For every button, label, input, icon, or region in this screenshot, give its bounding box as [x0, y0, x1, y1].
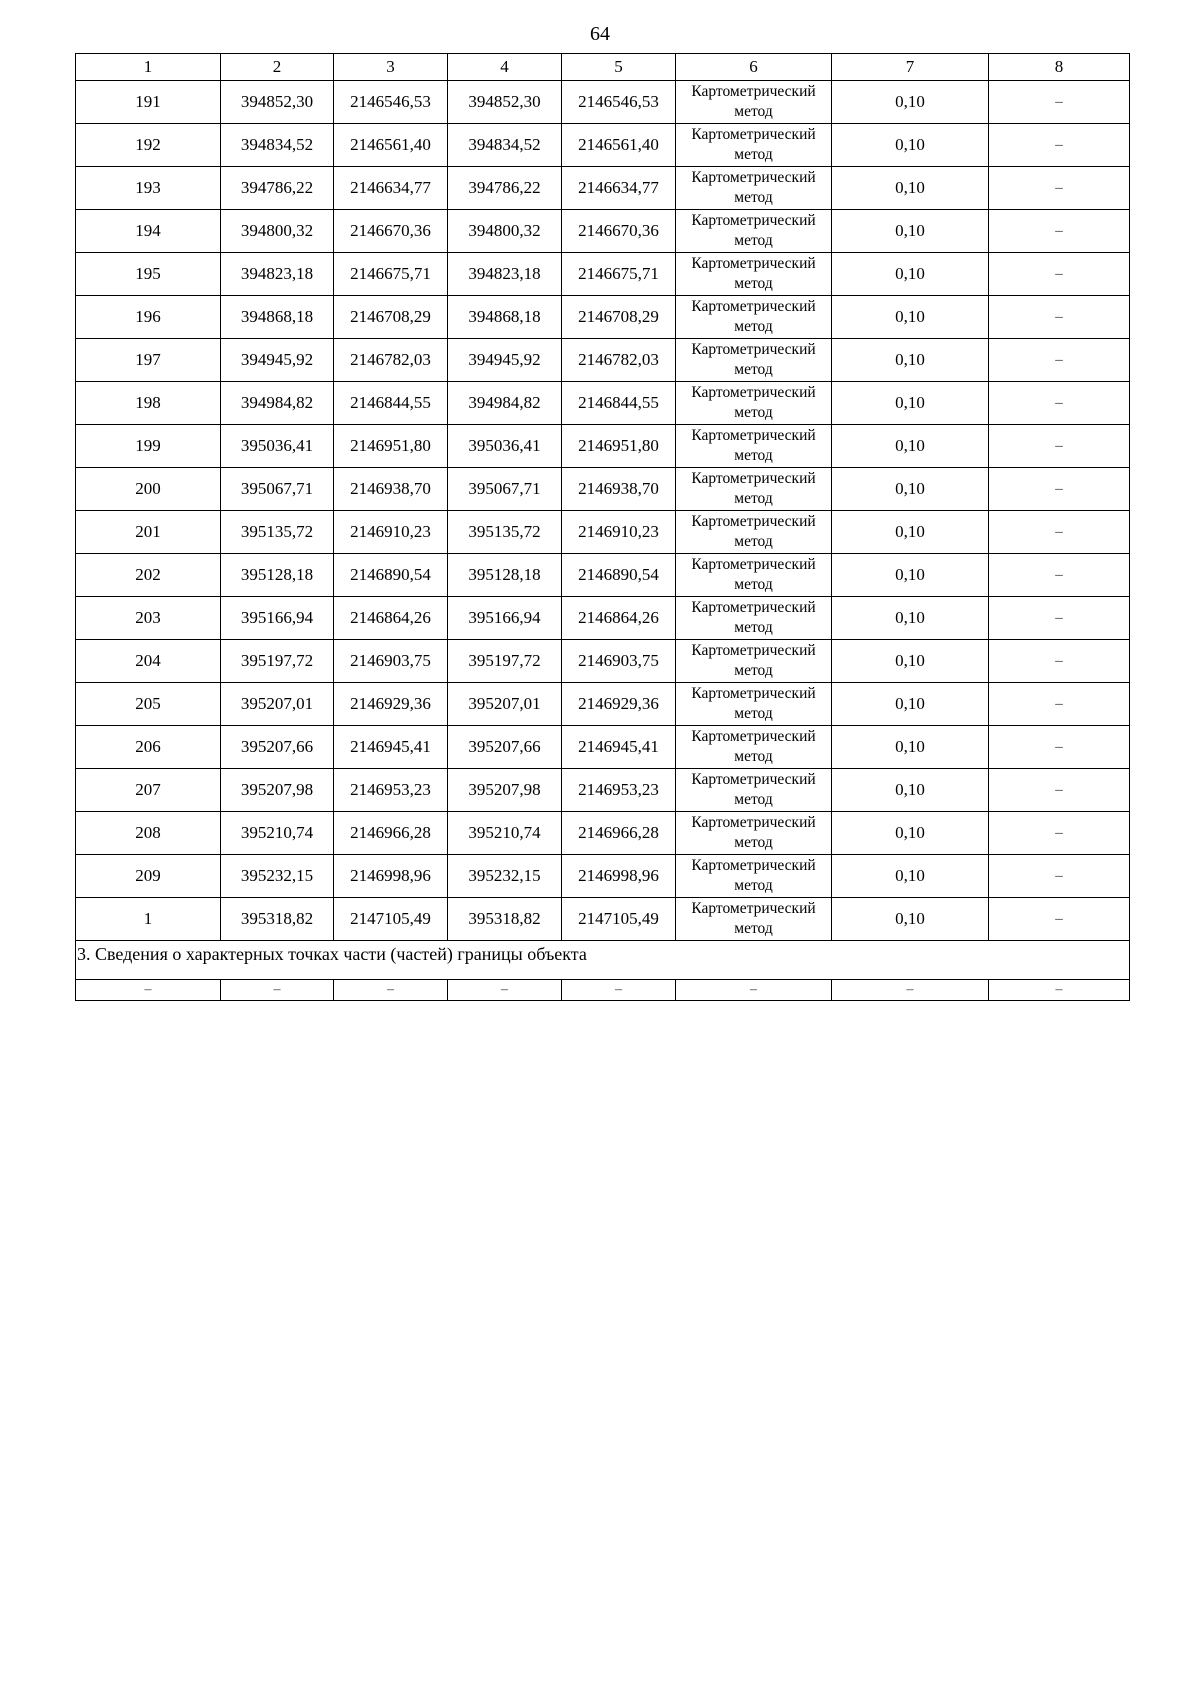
table-row — [76, 124, 1130, 167]
x-coordinate-cell: 395207,01 — [221, 683, 334, 726]
accuracy-cell: 0,10 — [832, 210, 989, 253]
method-line: Картометрический — [691, 427, 816, 444]
y-coordinate-new-cell: 2146953,23 — [562, 769, 676, 812]
method-line: Картометрический — [691, 556, 816, 573]
column-header: 3 — [334, 54, 448, 81]
method-line: Картометрический — [691, 255, 816, 272]
point-number-cell: 196 — [76, 296, 221, 339]
x-coordinate-cell: 394834,52 — [221, 124, 334, 167]
x-coordinate-cell: 395036,41 — [221, 425, 334, 468]
column-header: 1 — [76, 54, 221, 81]
y-coordinate-new-cell: 2146966,28 — [562, 812, 676, 855]
empty-cell: – — [448, 980, 562, 1001]
method-line: Картометрический — [691, 298, 816, 315]
description-cell: – — [989, 425, 1130, 468]
method-cell — [676, 597, 832, 640]
x-coordinate-new-cell: 395166,94 — [448, 597, 562, 640]
y-coordinate-new-cell: 2147105,49 — [562, 898, 676, 941]
point-number-cell: 193 — [76, 167, 221, 210]
method-cell — [676, 253, 832, 296]
method-line: метод — [734, 146, 773, 163]
method-line: метод — [734, 103, 773, 120]
y-coordinate-cell: 2146670,36 — [334, 210, 448, 253]
table-row — [76, 81, 1130, 124]
table-row — [76, 554, 1130, 597]
accuracy-cell: 0,10 — [832, 296, 989, 339]
point-number-cell: 192 — [76, 124, 221, 167]
method-line: Картометрический — [691, 212, 816, 229]
method-cell — [676, 210, 832, 253]
empty-cell: – — [76, 980, 221, 1001]
x-coordinate-cell: 394984,82 — [221, 382, 334, 425]
y-coordinate-cell: 2146844,55 — [334, 382, 448, 425]
method-line: Картометрический — [691, 169, 816, 186]
description-cell: – — [989, 382, 1130, 425]
y-coordinate-new-cell: 2146670,36 — [562, 210, 676, 253]
table-row — [76, 597, 1130, 640]
description-cell: – — [989, 210, 1130, 253]
x-coordinate-new-cell: 395207,98 — [448, 769, 562, 812]
description-cell: – — [989, 124, 1130, 167]
page-number: 64 — [590, 23, 610, 45]
x-coordinate-cell: 394786,22 — [221, 167, 334, 210]
accuracy-cell: 0,10 — [832, 597, 989, 640]
table-header-row — [76, 54, 1130, 81]
method-line: Картометрический — [691, 83, 816, 100]
table-row — [76, 425, 1130, 468]
table-row — [76, 683, 1130, 726]
point-number-cell: 207 — [76, 769, 221, 812]
method-line: метод — [734, 361, 773, 378]
x-coordinate-new-cell: 394945,92 — [448, 339, 562, 382]
point-number-cell: 200 — [76, 468, 221, 511]
method-cell — [676, 511, 832, 554]
empty-cell: – — [989, 980, 1130, 1001]
method-line: метод — [734, 619, 773, 636]
point-number-cell: 197 — [76, 339, 221, 382]
point-number-cell: 201 — [76, 511, 221, 554]
description-cell: – — [989, 167, 1130, 210]
x-coordinate-new-cell: 394800,32 — [448, 210, 562, 253]
description-cell: – — [989, 769, 1130, 812]
table-row — [76, 253, 1130, 296]
x-coordinate-cell: 394852,30 — [221, 81, 334, 124]
y-coordinate-new-cell: 2146546,53 — [562, 81, 676, 124]
method-line: Картометрический — [691, 642, 816, 659]
description-cell: – — [989, 339, 1130, 382]
section-title: 3. Сведения о характерных точках части (частей) границы объекта — [76, 941, 1130, 980]
x-coordinate-new-cell: 395197,72 — [448, 640, 562, 683]
table-row — [76, 726, 1130, 769]
table-row — [76, 640, 1130, 683]
y-coordinate-new-cell: 2146675,71 — [562, 253, 676, 296]
accuracy-cell: 0,10 — [832, 253, 989, 296]
method-cell — [676, 124, 832, 167]
point-number-cell: 199 — [76, 425, 221, 468]
method-cell — [676, 167, 832, 210]
column-header: 8 — [989, 54, 1130, 81]
point-number-cell: 209 — [76, 855, 221, 898]
point-number-cell: 204 — [76, 640, 221, 683]
empty-cell: – — [334, 980, 448, 1001]
x-coordinate-new-cell: 395036,41 — [448, 425, 562, 468]
method-line: Картометрический — [691, 599, 816, 616]
empty-cell: – — [221, 980, 334, 1001]
y-coordinate-cell: 2146782,03 — [334, 339, 448, 382]
accuracy-cell: 0,10 — [832, 167, 989, 210]
x-coordinate-new-cell: 394786,22 — [448, 167, 562, 210]
coordinates-table — [75, 53, 1130, 1001]
method-line: метод — [734, 920, 773, 937]
accuracy-cell: 0,10 — [832, 812, 989, 855]
accuracy-cell: 0,10 — [832, 382, 989, 425]
method-cell — [676, 468, 832, 511]
method-line: метод — [734, 275, 773, 292]
x-coordinate-cell: 395197,72 — [221, 640, 334, 683]
point-number-cell: 202 — [76, 554, 221, 597]
method-line: Картометрический — [691, 857, 816, 874]
y-coordinate-new-cell: 2146929,36 — [562, 683, 676, 726]
x-coordinate-new-cell: 394852,30 — [448, 81, 562, 124]
y-coordinate-cell: 2146998,96 — [334, 855, 448, 898]
y-coordinate-new-cell: 2146782,03 — [562, 339, 676, 382]
accuracy-cell: 0,10 — [832, 640, 989, 683]
x-coordinate-new-cell: 395207,66 — [448, 726, 562, 769]
x-coordinate-new-cell: 395318,82 — [448, 898, 562, 941]
description-cell: – — [989, 640, 1130, 683]
method-line: Картометрический — [691, 771, 816, 788]
accuracy-cell: 0,10 — [832, 554, 989, 597]
method-line: метод — [734, 232, 773, 249]
column-header: 7 — [832, 54, 989, 81]
method-cell — [676, 425, 832, 468]
accuracy-cell: 0,10 — [832, 425, 989, 468]
x-coordinate-cell: 395210,74 — [221, 812, 334, 855]
x-coordinate-new-cell: 395232,15 — [448, 855, 562, 898]
description-cell: – — [989, 468, 1130, 511]
description-cell: – — [989, 296, 1130, 339]
y-coordinate-cell: 2146953,23 — [334, 769, 448, 812]
table-row — [76, 296, 1130, 339]
description-cell: – — [989, 511, 1130, 554]
method-line: метод — [734, 705, 773, 722]
method-line: метод — [734, 447, 773, 464]
table-row — [76, 210, 1130, 253]
table-row — [76, 812, 1130, 855]
y-coordinate-new-cell: 2146561,40 — [562, 124, 676, 167]
empty-row — [76, 980, 1130, 1001]
x-coordinate-cell: 394800,32 — [221, 210, 334, 253]
table-row — [76, 167, 1130, 210]
x-coordinate-cell: 395135,72 — [221, 511, 334, 554]
method-cell — [676, 81, 832, 124]
method-line: метод — [734, 791, 773, 808]
description-cell: – — [989, 898, 1130, 941]
accuracy-cell: 0,10 — [832, 683, 989, 726]
method-line: Картометрический — [691, 384, 816, 401]
method-line: Картометрический — [691, 814, 816, 831]
table-row — [76, 382, 1130, 425]
point-number-cell: 206 — [76, 726, 221, 769]
description-cell: – — [989, 812, 1130, 855]
empty-cell: – — [832, 980, 989, 1001]
x-coordinate-cell: 395207,66 — [221, 726, 334, 769]
method-cell — [676, 726, 832, 769]
x-coordinate-cell: 395232,15 — [221, 855, 334, 898]
y-coordinate-cell: 2146966,28 — [334, 812, 448, 855]
y-coordinate-cell: 2146708,29 — [334, 296, 448, 339]
description-cell: – — [989, 683, 1130, 726]
accuracy-cell: 0,10 — [832, 339, 989, 382]
accuracy-cell: 0,10 — [832, 898, 989, 941]
y-coordinate-cell: 2146561,40 — [334, 124, 448, 167]
empty-cell: – — [562, 980, 676, 1001]
description-cell: – — [989, 597, 1130, 640]
y-coordinate-cell: 2146634,77 — [334, 167, 448, 210]
accuracy-cell: 0,10 — [832, 124, 989, 167]
empty-cell: – — [676, 980, 832, 1001]
x-coordinate-cell: 394823,18 — [221, 253, 334, 296]
method-line: метод — [734, 404, 773, 421]
y-coordinate-cell: 2146903,75 — [334, 640, 448, 683]
y-coordinate-cell: 2146945,41 — [334, 726, 448, 769]
description-cell: – — [989, 253, 1130, 296]
method-cell — [676, 683, 832, 726]
method-cell — [676, 640, 832, 683]
x-coordinate-cell: 395166,94 — [221, 597, 334, 640]
table-row — [76, 339, 1130, 382]
method-cell — [676, 554, 832, 597]
method-cell — [676, 855, 832, 898]
y-coordinate-cell: 2146675,71 — [334, 253, 448, 296]
y-coordinate-new-cell: 2146945,41 — [562, 726, 676, 769]
description-cell: – — [989, 554, 1130, 597]
y-coordinate-new-cell: 2146998,96 — [562, 855, 676, 898]
y-coordinate-new-cell: 2146844,55 — [562, 382, 676, 425]
method-cell — [676, 382, 832, 425]
x-coordinate-cell: 394868,18 — [221, 296, 334, 339]
section-row — [76, 941, 1130, 980]
point-number-cell: 205 — [76, 683, 221, 726]
description-cell: – — [989, 81, 1130, 124]
table-row — [76, 898, 1130, 941]
point-number-cell: 203 — [76, 597, 221, 640]
method-line: метод — [734, 877, 773, 894]
method-line: Картометрический — [691, 513, 816, 530]
x-coordinate-new-cell: 395067,71 — [448, 468, 562, 511]
method-cell — [676, 812, 832, 855]
table-row — [76, 468, 1130, 511]
x-coordinate-cell: 395128,18 — [221, 554, 334, 597]
x-coordinate-new-cell: 395207,01 — [448, 683, 562, 726]
accuracy-cell: 0,10 — [832, 511, 989, 554]
accuracy-cell: 0,10 — [832, 81, 989, 124]
method-line: метод — [734, 576, 773, 593]
y-coordinate-new-cell: 2146951,80 — [562, 425, 676, 468]
method-cell — [676, 296, 832, 339]
method-line: метод — [734, 533, 773, 550]
point-number-cell: 198 — [76, 382, 221, 425]
y-coordinate-new-cell: 2146708,29 — [562, 296, 676, 339]
point-number-cell: 195 — [76, 253, 221, 296]
y-coordinate-cell: 2147105,49 — [334, 898, 448, 941]
y-coordinate-cell: 2146890,54 — [334, 554, 448, 597]
method-line: Картометрический — [691, 685, 816, 702]
method-line: Картометрический — [691, 728, 816, 745]
point-number-cell: 191 — [76, 81, 221, 124]
column-header: 4 — [448, 54, 562, 81]
x-coordinate-new-cell: 394868,18 — [448, 296, 562, 339]
x-coordinate-new-cell: 395210,74 — [448, 812, 562, 855]
method-line: метод — [734, 189, 773, 206]
method-line: метод — [734, 662, 773, 679]
x-coordinate-new-cell: 394823,18 — [448, 253, 562, 296]
accuracy-cell: 0,10 — [832, 769, 989, 812]
method-line: Картометрический — [691, 900, 816, 917]
method-line: Картометрический — [691, 470, 816, 487]
description-cell: – — [989, 855, 1130, 898]
y-coordinate-cell: 2146864,26 — [334, 597, 448, 640]
x-coordinate-new-cell: 394834,52 — [448, 124, 562, 167]
method-cell — [676, 898, 832, 941]
accuracy-cell: 0,10 — [832, 855, 989, 898]
method-line: метод — [734, 748, 773, 765]
method-line: Картометрический — [691, 126, 816, 143]
y-coordinate-cell: 2146929,36 — [334, 683, 448, 726]
table-row — [76, 855, 1130, 898]
y-coordinate-new-cell: 2146910,23 — [562, 511, 676, 554]
x-coordinate-new-cell: 394984,82 — [448, 382, 562, 425]
y-coordinate-new-cell: 2146864,26 — [562, 597, 676, 640]
method-cell — [676, 769, 832, 812]
accuracy-cell: 0,10 — [832, 726, 989, 769]
table-row — [76, 769, 1130, 812]
method-cell — [676, 339, 832, 382]
table-row — [76, 511, 1130, 554]
x-coordinate-new-cell: 395135,72 — [448, 511, 562, 554]
point-number-cell: 1 — [76, 898, 221, 941]
y-coordinate-cell: 2146910,23 — [334, 511, 448, 554]
y-coordinate-cell: 2146938,70 — [334, 468, 448, 511]
column-header: 5 — [562, 54, 676, 81]
method-line: метод — [734, 834, 773, 851]
column-header: 6 — [676, 54, 832, 81]
y-coordinate-new-cell: 2146634,77 — [562, 167, 676, 210]
description-cell: – — [989, 726, 1130, 769]
x-coordinate-cell: 395207,98 — [221, 769, 334, 812]
x-coordinate-cell: 395067,71 — [221, 468, 334, 511]
x-coordinate-cell: 394945,92 — [221, 339, 334, 382]
column-header: 2 — [221, 54, 334, 81]
x-coordinate-new-cell: 395128,18 — [448, 554, 562, 597]
x-coordinate-cell: 395318,82 — [221, 898, 334, 941]
point-number-cell: 194 — [76, 210, 221, 253]
method-line: метод — [734, 490, 773, 507]
y-coordinate-new-cell: 2146903,75 — [562, 640, 676, 683]
accuracy-cell: 0,10 — [832, 468, 989, 511]
point-number-cell: 208 — [76, 812, 221, 855]
method-line: Картометрический — [691, 341, 816, 358]
y-coordinate-cell: 2146951,80 — [334, 425, 448, 468]
y-coordinate-new-cell: 2146938,70 — [562, 468, 676, 511]
method-line: метод — [734, 318, 773, 335]
y-coordinate-cell: 2146546,53 — [334, 81, 448, 124]
y-coordinate-new-cell: 2146890,54 — [562, 554, 676, 597]
